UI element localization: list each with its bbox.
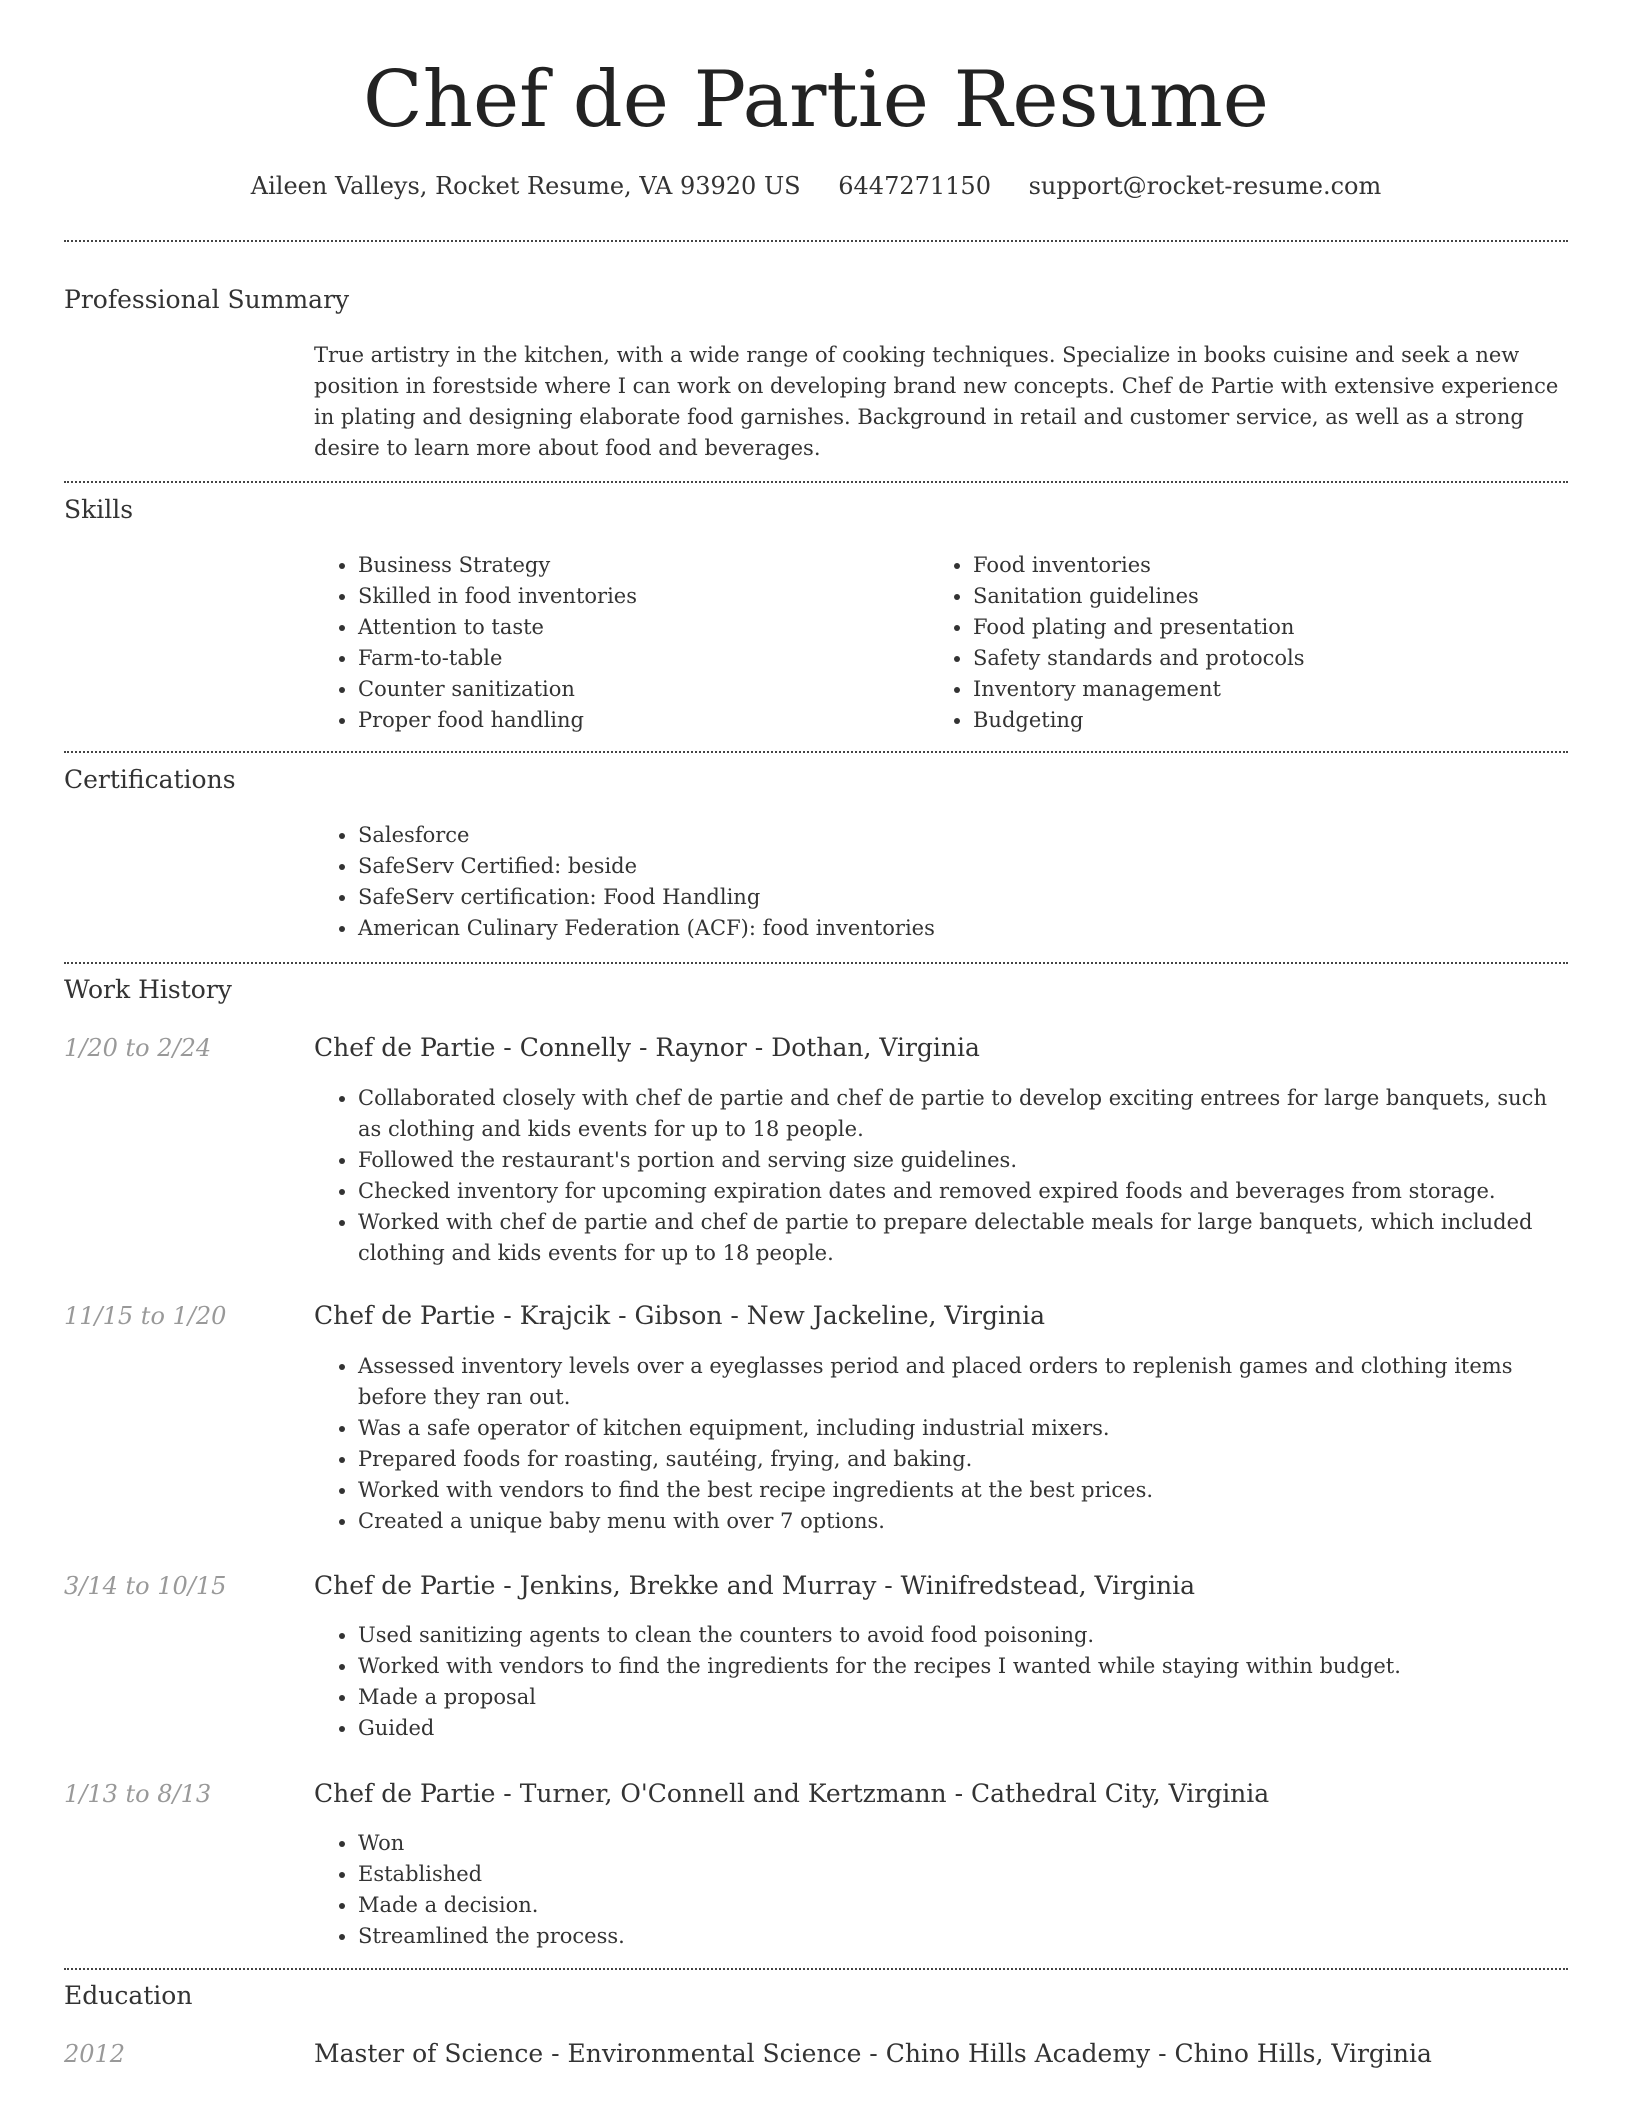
certifications-list bbox=[314, 820, 1568, 944]
skill-item: • Counter sanitization bbox=[358, 674, 918, 705]
job-title: Chef de Partie - Krajcik - Gibson - New Jackeline, Virginia bbox=[314, 1301, 1045, 1330]
contact-email: support@rocket-resume.com bbox=[1028, 172, 1382, 200]
job-bullet: • Checked inventory for upcoming expiration dates and removed expired foods and beverages from storage. bbox=[358, 1176, 1568, 1207]
skills-list-right bbox=[929, 550, 1573, 736]
certification-item: • SafeServ Certified: beside bbox=[358, 851, 1568, 882]
job-bullet: • Followed the restaurant's portion and serving size guidelines. bbox=[358, 1145, 1568, 1176]
job-title: Chef de Partie - Jenkins, Brekke and Murray - Winifredstead, Virginia bbox=[314, 1571, 1196, 1600]
job-bullet: • Collaborated closely with chef de partie and chef de partie to develop exciting entrees for large banquets, such as clothing and kids events for up to 18 people. bbox=[358, 1083, 1568, 1145]
skill-item: • Farm-to-table bbox=[358, 643, 918, 674]
job-date: 11/15 to 1/20 bbox=[64, 1302, 227, 1330]
education-date: 2012 bbox=[64, 2040, 126, 2068]
job-bullets bbox=[314, 1351, 1568, 1537]
skill-item: • Budgeting bbox=[973, 705, 1573, 736]
job-bullets bbox=[314, 1083, 1568, 1269]
job-bullet: • Worked with vendors to find the ingredients for the recipes I wanted while staying within budget. bbox=[358, 1651, 1568, 1682]
job-bullet: • Used sanitizing agents to clean the counters to avoid food poisoning. bbox=[358, 1620, 1568, 1651]
skill-item: • Skilled in food inventories bbox=[358, 581, 918, 612]
job-bullet: • Won bbox=[358, 1828, 1568, 1859]
contact-address: Aileen Valleys, Rocket Resume, VA 93920 US bbox=[250, 172, 801, 200]
certification-item: • American Culinary Federation (ACF): food inventories bbox=[358, 913, 1568, 944]
job-bullet: • Streamlined the process. bbox=[358, 1921, 1568, 1952]
divider bbox=[64, 751, 1568, 753]
skill-item: • Inventory management bbox=[973, 674, 1573, 705]
certification-item: • Salesforce bbox=[358, 820, 1568, 851]
job-title: Chef de Partie - Turner, O'Connell and Kertzmann - Cathedral City, Virginia bbox=[314, 1779, 1270, 1808]
section-title-summary: Professional Summary bbox=[64, 285, 350, 314]
page-title: Chef de Partie Resume bbox=[363, 55, 1269, 145]
certification-item: • SafeServ certification: Food Handling bbox=[358, 882, 1568, 913]
section-title-education: Education bbox=[64, 1981, 193, 2010]
job-bullets bbox=[314, 1620, 1568, 1744]
job-bullet: • Established bbox=[358, 1859, 1568, 1890]
job-date: 1/13 to 8/13 bbox=[64, 1780, 212, 1808]
skill-item: • Sanitation guidelines bbox=[973, 581, 1573, 612]
job-bullet: • Made a decision. bbox=[358, 1890, 1568, 1921]
contact-line bbox=[0, 170, 1632, 202]
job-bullet: • Worked with chef de partie and chef de partie to prepare delectable meals for large banquets, which included clothing and kids events for up to 18 people. bbox=[358, 1207, 1568, 1269]
job-bullet: • Created a unique baby menu with over 7 options. bbox=[358, 1506, 1568, 1537]
job-bullet: • Prepared foods for roasting, sautéing, frying, and baking. bbox=[358, 1444, 1568, 1475]
skill-item: • Food plating and presentation bbox=[973, 612, 1573, 643]
job-bullets bbox=[314, 1828, 1568, 1952]
skill-item: • Business Strategy bbox=[358, 550, 918, 581]
divider bbox=[64, 962, 1568, 964]
job-date: 1/20 to 2/24 bbox=[64, 1034, 212, 1062]
job-bullet: • Guided bbox=[358, 1713, 1568, 1744]
section-title-certifications: Certifications bbox=[64, 765, 236, 794]
job-bullet: • Made a proposal bbox=[358, 1682, 1568, 1713]
skills-list-left bbox=[314, 550, 918, 736]
skill-item: • Proper food handling bbox=[358, 705, 918, 736]
skill-item: • Attention to taste bbox=[358, 612, 918, 643]
education-title: Master of Science - Environmental Science - Chino Hills Academy - Chino Hills, Virginia bbox=[314, 2039, 1432, 2068]
job-date: 3/14 to 10/15 bbox=[64, 1572, 227, 1600]
job-bullet: • Worked with vendors to find the best recipe ingredients at the best prices. bbox=[358, 1475, 1568, 1506]
job-bullet: • Was a safe operator of kitchen equipment, including industrial mixers. bbox=[358, 1413, 1568, 1444]
skill-item: • Food inventories bbox=[973, 550, 1573, 581]
summary-text: True artistry in the kitchen, with a wide range of cooking techniques. Specialize in books cuisine and seek a new position in forestside where I can work on developing brand new concepts. Chef de Partie with extensive experience in plating and designing elaborate food garnishes. Background in retail and customer service, as well as a strong desire to learn more about food and beverages. bbox=[314, 343, 1559, 460]
section-title-skills: Skills bbox=[64, 495, 134, 524]
section-title-work-history: Work History bbox=[64, 975, 232, 1004]
divider bbox=[64, 1968, 1568, 1970]
divider bbox=[64, 481, 1568, 483]
skill-item: • Safety standards and protocols bbox=[973, 643, 1573, 674]
job-bullet: • Assessed inventory levels over a eyeglasses period and placed orders to replenish games and clothing items before they ran out. bbox=[358, 1351, 1568, 1413]
divider bbox=[64, 240, 1568, 242]
job-title: Chef de Partie - Connelly - Raynor - Dothan, Virginia bbox=[314, 1033, 980, 1062]
contact-phone: 6447271150 bbox=[838, 172, 991, 200]
